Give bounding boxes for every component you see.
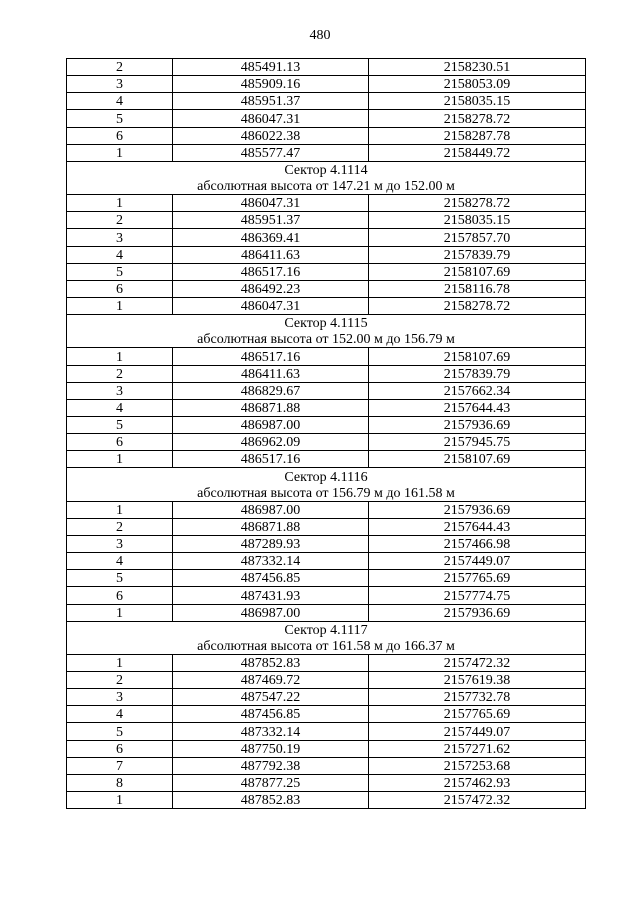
y-coordinate-cell: 2157765.69 [369, 706, 586, 723]
coordinates-table [66, 58, 586, 809]
table-row [67, 399, 586, 416]
x-coordinate-cell: 487750.19 [173, 740, 369, 757]
y-coordinate-cell: 2157472.32 [369, 792, 586, 809]
point-number-cell: 2 [67, 59, 173, 76]
table-row [67, 654, 586, 671]
point-number-cell: 7 [67, 757, 173, 774]
point-number-cell: 1 [67, 451, 173, 468]
sector-altitude-range: абсолютная высота от 156.79 м до 161.58 м [67, 485, 586, 502]
point-number-cell: 1 [67, 654, 173, 671]
point-number-cell: 5 [67, 570, 173, 587]
point-number-cell: 2 [67, 672, 173, 689]
y-coordinate-cell: 2158053.09 [369, 76, 586, 93]
x-coordinate-cell: 486987.00 [173, 501, 369, 518]
x-coordinate-cell: 485909.16 [173, 76, 369, 93]
point-number-cell: 5 [67, 723, 173, 740]
table-row [67, 280, 586, 297]
point-number-cell: 6 [67, 740, 173, 757]
x-coordinate-cell: 485577.47 [173, 144, 369, 161]
point-number-cell: 1 [67, 348, 173, 365]
table-row [67, 706, 586, 723]
table-row [67, 570, 586, 587]
x-coordinate-cell: 486047.31 [173, 195, 369, 212]
point-number-cell: 6 [67, 127, 173, 144]
x-coordinate-cell: 486047.31 [173, 110, 369, 127]
table-row [67, 434, 586, 451]
y-coordinate-cell: 2157466.98 [369, 535, 586, 552]
table-row [67, 365, 586, 382]
x-coordinate-cell: 486962.09 [173, 434, 369, 451]
table-row [67, 110, 586, 127]
sector-altitude-range: абсолютная высота от 147.21 м до 152.00 м [67, 178, 586, 195]
x-coordinate-cell: 487469.72 [173, 672, 369, 689]
point-number-cell: 4 [67, 246, 173, 263]
y-coordinate-cell: 2157271.62 [369, 740, 586, 757]
table-row [67, 723, 586, 740]
y-coordinate-cell: 2158035.15 [369, 93, 586, 110]
table-row [67, 740, 586, 757]
y-coordinate-cell: 2157644.43 [369, 518, 586, 535]
y-coordinate-cell: 2158278.72 [369, 297, 586, 314]
point-number-cell: 4 [67, 706, 173, 723]
sector-title-row [67, 315, 586, 332]
point-number-cell: 5 [67, 110, 173, 127]
point-number-cell: 5 [67, 416, 173, 433]
table-row [67, 689, 586, 706]
sector-title-row [67, 621, 586, 638]
point-number-cell: 1 [67, 195, 173, 212]
y-coordinate-cell: 2158116.78 [369, 280, 586, 297]
y-coordinate-cell: 2158107.69 [369, 451, 586, 468]
point-number-cell: 4 [67, 553, 173, 570]
sector-title-row [67, 161, 586, 178]
table-row [67, 246, 586, 263]
point-number-cell: 8 [67, 774, 173, 791]
point-number-cell: 5 [67, 263, 173, 280]
x-coordinate-cell: 486517.16 [173, 348, 369, 365]
y-coordinate-cell: 2157936.69 [369, 604, 586, 621]
x-coordinate-cell: 487332.14 [173, 553, 369, 570]
x-coordinate-cell: 486871.88 [173, 399, 369, 416]
sector-altitude-row [67, 331, 586, 348]
sector-title: Сектор 4.1115 [67, 315, 586, 332]
table-row [67, 553, 586, 570]
sector-altitude-range: абсолютная высота от 161.58 м до 166.37 м [67, 638, 586, 655]
table-row [67, 451, 586, 468]
x-coordinate-cell: 486987.00 [173, 416, 369, 433]
table-row [67, 518, 586, 535]
table-row [67, 297, 586, 314]
table-row [67, 76, 586, 93]
y-coordinate-cell: 2158278.72 [369, 195, 586, 212]
x-coordinate-cell: 487431.93 [173, 587, 369, 604]
table-row [67, 212, 586, 229]
point-number-cell: 6 [67, 587, 173, 604]
x-coordinate-cell: 486517.16 [173, 451, 369, 468]
point-number-cell: 4 [67, 399, 173, 416]
coordinates-table-body [67, 59, 586, 809]
sector-title: Сектор 4.1114 [67, 161, 586, 178]
table-row [67, 535, 586, 552]
x-coordinate-cell: 487289.93 [173, 535, 369, 552]
x-coordinate-cell: 487852.83 [173, 654, 369, 671]
y-coordinate-cell: 2157857.70 [369, 229, 586, 246]
table-row [67, 144, 586, 161]
table-row [67, 501, 586, 518]
y-coordinate-cell: 2157662.34 [369, 382, 586, 399]
point-number-cell: 3 [67, 382, 173, 399]
x-coordinate-cell: 485951.37 [173, 212, 369, 229]
table-row [67, 792, 586, 809]
point-number-cell: 1 [67, 144, 173, 161]
y-coordinate-cell: 2157449.07 [369, 723, 586, 740]
y-coordinate-cell: 2157253.68 [369, 757, 586, 774]
x-coordinate-cell: 486047.31 [173, 297, 369, 314]
point-number-cell: 1 [67, 297, 173, 314]
x-coordinate-cell: 487792.38 [173, 757, 369, 774]
x-coordinate-cell: 486517.16 [173, 263, 369, 280]
sector-title: Сектор 4.1116 [67, 468, 586, 485]
x-coordinate-cell: 487877.25 [173, 774, 369, 791]
y-coordinate-cell: 2157765.69 [369, 570, 586, 587]
y-coordinate-cell: 2157449.07 [369, 553, 586, 570]
y-coordinate-cell: 2157839.79 [369, 246, 586, 263]
y-coordinate-cell: 2158107.69 [369, 348, 586, 365]
y-coordinate-cell: 2157732.78 [369, 689, 586, 706]
point-number-cell: 2 [67, 518, 173, 535]
point-number-cell: 6 [67, 434, 173, 451]
table-row [67, 587, 586, 604]
sector-title: Сектор 4.1117 [67, 621, 586, 638]
point-number-cell: 2 [67, 365, 173, 382]
table-row [67, 604, 586, 621]
table-row [67, 127, 586, 144]
x-coordinate-cell: 487456.85 [173, 570, 369, 587]
y-coordinate-cell: 2157462.93 [369, 774, 586, 791]
table-row [67, 348, 586, 365]
x-coordinate-cell: 487852.83 [173, 792, 369, 809]
y-coordinate-cell: 2157644.43 [369, 399, 586, 416]
sector-title-row [67, 468, 586, 485]
point-number-cell: 4 [67, 93, 173, 110]
table-row [67, 229, 586, 246]
point-number-cell: 1 [67, 792, 173, 809]
x-coordinate-cell: 487332.14 [173, 723, 369, 740]
sector-altitude-row [67, 485, 586, 502]
x-coordinate-cell: 486022.38 [173, 127, 369, 144]
y-coordinate-cell: 2157936.69 [369, 416, 586, 433]
y-coordinate-cell: 2158287.78 [369, 127, 586, 144]
point-number-cell: 2 [67, 212, 173, 229]
x-coordinate-cell: 485951.37 [173, 93, 369, 110]
table-row [67, 93, 586, 110]
point-number-cell: 1 [67, 501, 173, 518]
y-coordinate-cell: 2157472.32 [369, 654, 586, 671]
y-coordinate-cell: 2157619.38 [369, 672, 586, 689]
table-row [67, 757, 586, 774]
page-number: 480 [309, 28, 331, 43]
table-row [67, 263, 586, 280]
y-coordinate-cell: 2158230.51 [369, 59, 586, 76]
table-row [67, 382, 586, 399]
point-number-cell: 6 [67, 280, 173, 297]
sector-altitude-row [67, 638, 586, 655]
point-number-cell: 3 [67, 535, 173, 552]
x-coordinate-cell: 486411.63 [173, 246, 369, 263]
point-number-cell: 3 [67, 689, 173, 706]
x-coordinate-cell: 487547.22 [173, 689, 369, 706]
y-coordinate-cell: 2158278.72 [369, 110, 586, 127]
y-coordinate-cell: 2158107.69 [369, 263, 586, 280]
table-row [67, 672, 586, 689]
point-number-cell: 1 [67, 604, 173, 621]
y-coordinate-cell: 2157839.79 [369, 365, 586, 382]
y-coordinate-cell: 2158035.15 [369, 212, 586, 229]
y-coordinate-cell: 2157936.69 [369, 501, 586, 518]
table-row [67, 774, 586, 791]
table-row [67, 195, 586, 212]
x-coordinate-cell: 485491.13 [173, 59, 369, 76]
x-coordinate-cell: 486987.00 [173, 604, 369, 621]
x-coordinate-cell: 486369.41 [173, 229, 369, 246]
table-row [67, 59, 586, 76]
y-coordinate-cell: 2158449.72 [369, 144, 586, 161]
x-coordinate-cell: 486871.88 [173, 518, 369, 535]
x-coordinate-cell: 486492.23 [173, 280, 369, 297]
x-coordinate-cell: 487456.85 [173, 706, 369, 723]
point-number-cell: 3 [67, 76, 173, 93]
point-number-cell: 3 [67, 229, 173, 246]
y-coordinate-cell: 2157774.75 [369, 587, 586, 604]
table-row [67, 416, 586, 433]
y-coordinate-cell: 2157945.75 [369, 434, 586, 451]
x-coordinate-cell: 486411.63 [173, 365, 369, 382]
x-coordinate-cell: 486829.67 [173, 382, 369, 399]
sector-altitude-row [67, 178, 586, 195]
sector-altitude-range: абсолютная высота от 152.00 м до 156.79 м [67, 331, 586, 348]
